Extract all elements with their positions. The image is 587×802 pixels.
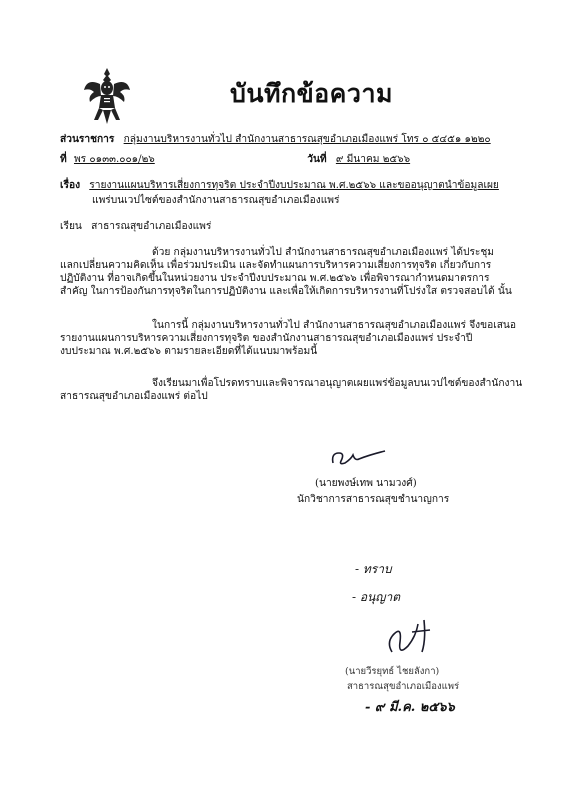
paragraph-2 <box>60 319 530 358</box>
memo-title: บันทึกข้อความ <box>230 79 393 108</box>
approver-position: สาธารณสุขอำเภอเมืองแพร่ <box>347 681 460 692</box>
date-value: ๙ มีนาคม ๒๕๖๖ <box>335 154 411 165</box>
paragraph-3 <box>60 377 530 403</box>
number-row <box>60 153 476 166</box>
signature-mark <box>329 445 389 473</box>
paragraph-line: สำคัญ ในการป้องกันการทุจริตในการปฏิบัติงาน และเพื่อให้เกิดการบริหารงานที่โปร่งใส ตรวจสอบได้ นั้น <box>60 286 512 297</box>
paragraph-line: จึงเรียนมาเพื่อโปรดทราบและพิจารณาอนุญาตเผยแพร่ข้อมูลบนเวปไซต์ของสำนักงาน <box>152 378 523 389</box>
paragraph-line: ในการนี้ กลุ่มงานบริหารงานทั่วไป สำนักงานสาธารณสุขอำเภอเมืองแพร่ จึงขอเสนอ <box>152 320 517 331</box>
subject-line-2: แพร่บนเวปไซต์ของสำนักงานสาธารณสุขอำเภอเมืองแพร่ <box>92 195 340 206</box>
approval-note-1: - ทราบ <box>355 562 392 576</box>
signatory-position: นักวิชาการสาธารณสุขชำนาญการ <box>297 494 450 505</box>
to-row <box>60 220 211 233</box>
paragraph-line: สาธารณสุขอำเภอเมืองแพร่ ต่อไป <box>60 391 208 402</box>
approval-note-2: - อนุญาต <box>352 590 401 604</box>
paragraph-line: แลกเปลี่ยนความคิดเห็น เพื่อร่วมประเมิน และจัดทำแผนการบริหารความเสี่ยงการทุจริต เกี่ยวกับการ <box>60 260 492 271</box>
number-label: ที่ <box>60 153 67 165</box>
paragraph-line: งบประมาณ พ.ศ.๒๕๖๖ ตามรายละเอียดที่ได้แนบมาพร้อมนี้ <box>60 346 318 357</box>
number-value: พร ๐๑๓๓.๐๐๑/๒๖ <box>73 154 155 165</box>
signatory-name: (นายพงษ์เทพ นามวงศ์) <box>315 478 417 489</box>
date-label: วันที่ <box>307 153 327 165</box>
approval-date: - ๙ มี.ค. ๒๕๖๖ <box>365 700 455 715</box>
to-value: สาธารณสุขอำเภอเมืองแพร่ <box>91 221 212 232</box>
paragraph-line: ด้วย กลุ่มงานบริหารงานทั่วไป สำนักงานสาธารณสุขอำเภอเมืองแพร่ ได้ประชุม <box>152 247 495 258</box>
subject-row <box>60 179 499 192</box>
garuda-emblem-icon <box>82 66 132 126</box>
approver-name: (นายวีรยุทธ์ ไชยลังกา) <box>345 666 440 677</box>
paragraph-line: ปฏิบัติงาน ที่อาจเกิดขึ้นในหน่วยงาน ประจำปีงบประมาณ พ.ศ.๒๕๖๖ เพื่อพิจารณากำหนดมาตรการ <box>60 273 490 284</box>
paragraph-line: รายงานแผนการบริหารความเสี่ยงการทุจริต ของสำนักงานสาธารณสุขอำเภอเมืองแพร่ ประจำปี <box>60 333 473 344</box>
paragraph-1 <box>60 246 530 298</box>
subject-label: เรื่อง <box>60 179 81 191</box>
to-label: เรียน <box>60 221 82 232</box>
department-row <box>60 133 491 146</box>
approval-signature-mark <box>372 612 442 662</box>
subject-line-1: รายงานแผนบริหารเสี่ยงการทุจริต ประจำปีงบประมาณ พ.ศ.๒๕๖๖ และขออนุญาตนำข้อมูลเผย <box>89 180 499 191</box>
department-label: ส่วนราชการ <box>60 133 115 145</box>
department-value: กลุ่มงานบริหารงานทั่วไป สำนักงานสาธารณสุขอำเภอเมืองแพร่ โทร ๐ ๕๔๕๑ ๑๒๒๐ <box>123 134 491 145</box>
